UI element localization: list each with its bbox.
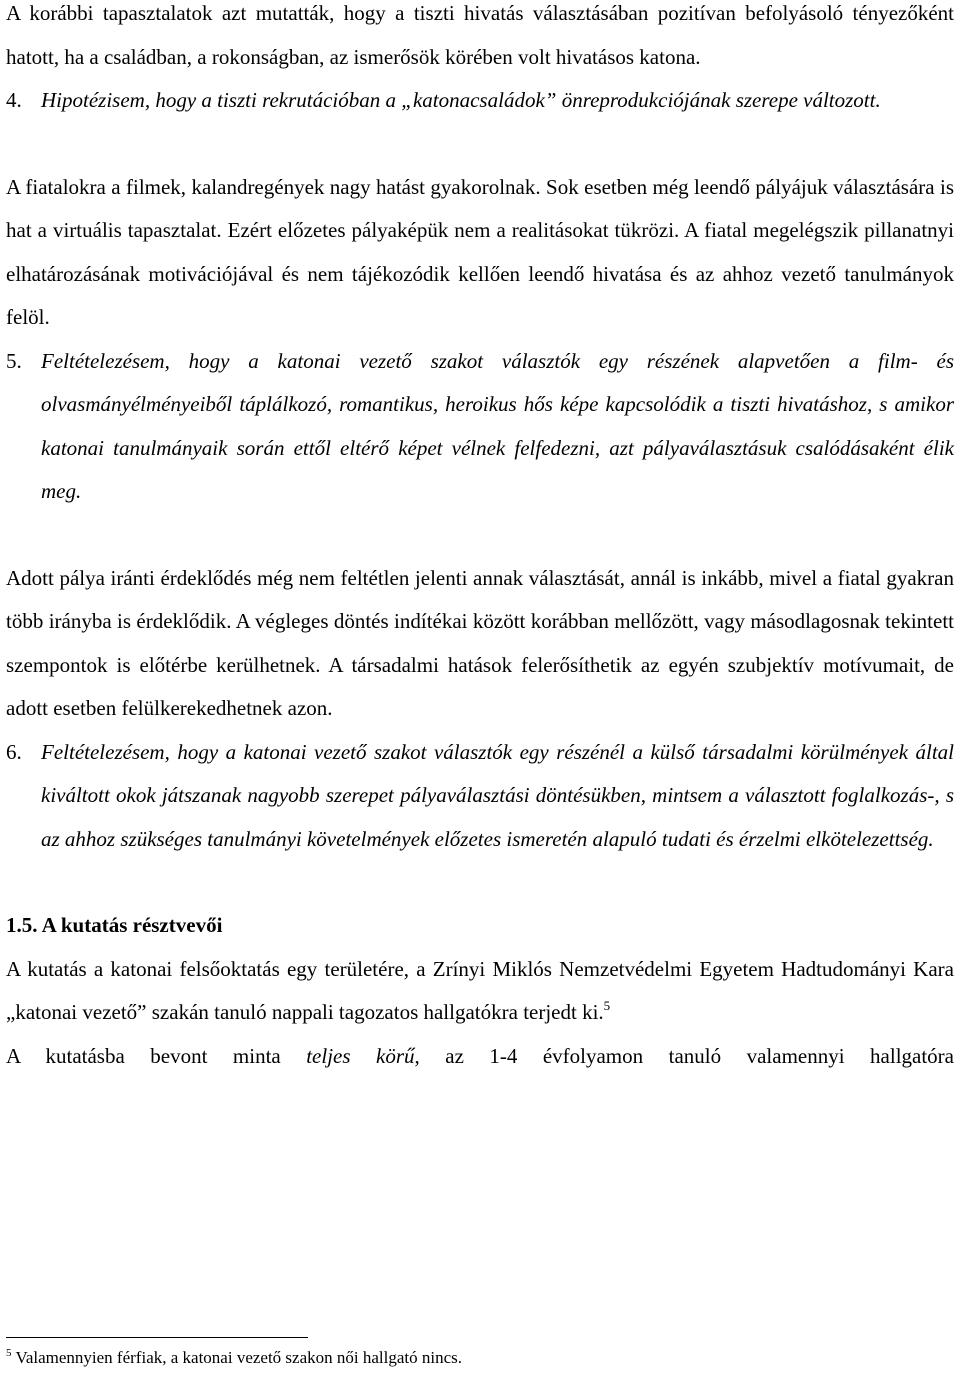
- spacer: [6, 123, 954, 166]
- footnote-number: 5: [6, 1347, 12, 1359]
- hypothesis-6-number: 6.: [6, 739, 22, 764]
- hypothesis-4: [6, 79, 954, 123]
- section-title: A kutatás résztvevői: [41, 913, 223, 937]
- paragraph-sample: [6, 1035, 954, 1079]
- footnote-text: Valamennyien férfiak, a katonai vezető szakon női hallgató nincs.: [11, 1348, 462, 1367]
- hypothesis-4-text-start: Hipotézisem, hogy a tiszti rekrutációban a: [41, 88, 402, 112]
- paragraph-interest: Adott pálya iránti érdeklődés még nem feltétlen jelenti annak választását, annál is inkább, mivel a fiatal gyakran több irányba is érdeklődik. A végleges döntés indítékai között korábban mellőzött, vagy másodlagosnak tekintett szempontok is előtérbe kerülhetnek. A társadalmi hatások felerősíthetik az egyén szubjektív motívumait, de adott esetben felülkerekedhetnek azon.: [6, 565, 954, 720]
- hypothesis-6: [6, 731, 954, 862]
- sample-emphasis: teljes körű: [306, 1043, 415, 1068]
- paragraph-participants: [6, 948, 954, 1035]
- spacer: [6, 514, 954, 557]
- footnote-reference[interactable]: 5: [603, 998, 611, 1013]
- participants-text-end: szakán tanuló nappali tagozatos hallgatókra terjedt ki.: [146, 1000, 604, 1024]
- hypothesis-4-number: 4.: [6, 88, 22, 112]
- hypothesis-5: [6, 340, 954, 514]
- intro-paragraph: A korábbi tapasztalatok azt mutatták, hogy a tiszti hivatás választásában pozitívan befolyásoló tényezőként hatott, ha a családban, a rokonságban, az ismerősök körében volt hivatásos katona.: [6, 1, 954, 69]
- sample-text-start: A kutatásba bevont minta: [6, 1043, 307, 1068]
- participants-quote: „katonai vezető”: [6, 1000, 147, 1024]
- section-heading: [6, 904, 954, 948]
- footnote-separator: [6, 1337, 308, 1338]
- paragraph-films: A fiatalokra a filmek, kalandregények nagy hatást gyakorolnak. Sok esetben még leendő pályájuk választására is hat a virtuális tapasztalat. Ezért előzetes pályaképük nem a realitásokat tükrözi. A fiatal megelégszik pillanatnyi elhatározásának motivációjával és nem tájékozódik kellően leendő hivatása és az ahhoz vezető tanulmányok felöl.: [6, 174, 954, 329]
- hypothesis-4-quote: „katonacsaládok”: [401, 88, 557, 112]
- hypothesis-5-text: Feltételezésem, hogy a katonai vezető szakot választók egy részének alapvetően a film- és olvasmányélményeiből táplálkozó, romantikus, heroikus hős képe kapcsolódik a tiszti hivatáshoz, s amikor katonai tanulmányaik során ettől eltérő képet vélnek felfedezni, azt pályaválasztásuk csalódásaként élik meg.: [41, 348, 954, 503]
- section-number: 1.5.: [6, 913, 38, 937]
- document-page: [6, 0, 954, 1078]
- participants-text-start: A kutatás a katonai felsőoktatás egy területére, a Zrínyi Miklós Nemzetvédelmi Egyetem Hadtudományi Kara: [6, 956, 954, 981]
- footnote: [6, 1346, 954, 1370]
- spacer: [6, 861, 954, 904]
- hypothesis-5-number: 5.: [6, 348, 22, 373]
- hypothesis-6-text: Feltételezésem, hogy a katonai vezető szakot választók egy részénél a külső társadalmi körülmények által kiváltott okok játszanak nagyobb szerepet pályaválasztási döntésükben, mintsem a választott foglalkozás-, s az ahhoz szükséges tanulmányi követelmények előzetes ismeretén alapuló tudati és érzelmi elkötelezettség.: [41, 739, 954, 851]
- sample-text-end: , az 1-4 évfolyamon tanuló valamennyi hallgatóra: [414, 1043, 954, 1068]
- hypothesis-4-text-end: önreprodukciójának szerepe változott.: [556, 88, 881, 112]
